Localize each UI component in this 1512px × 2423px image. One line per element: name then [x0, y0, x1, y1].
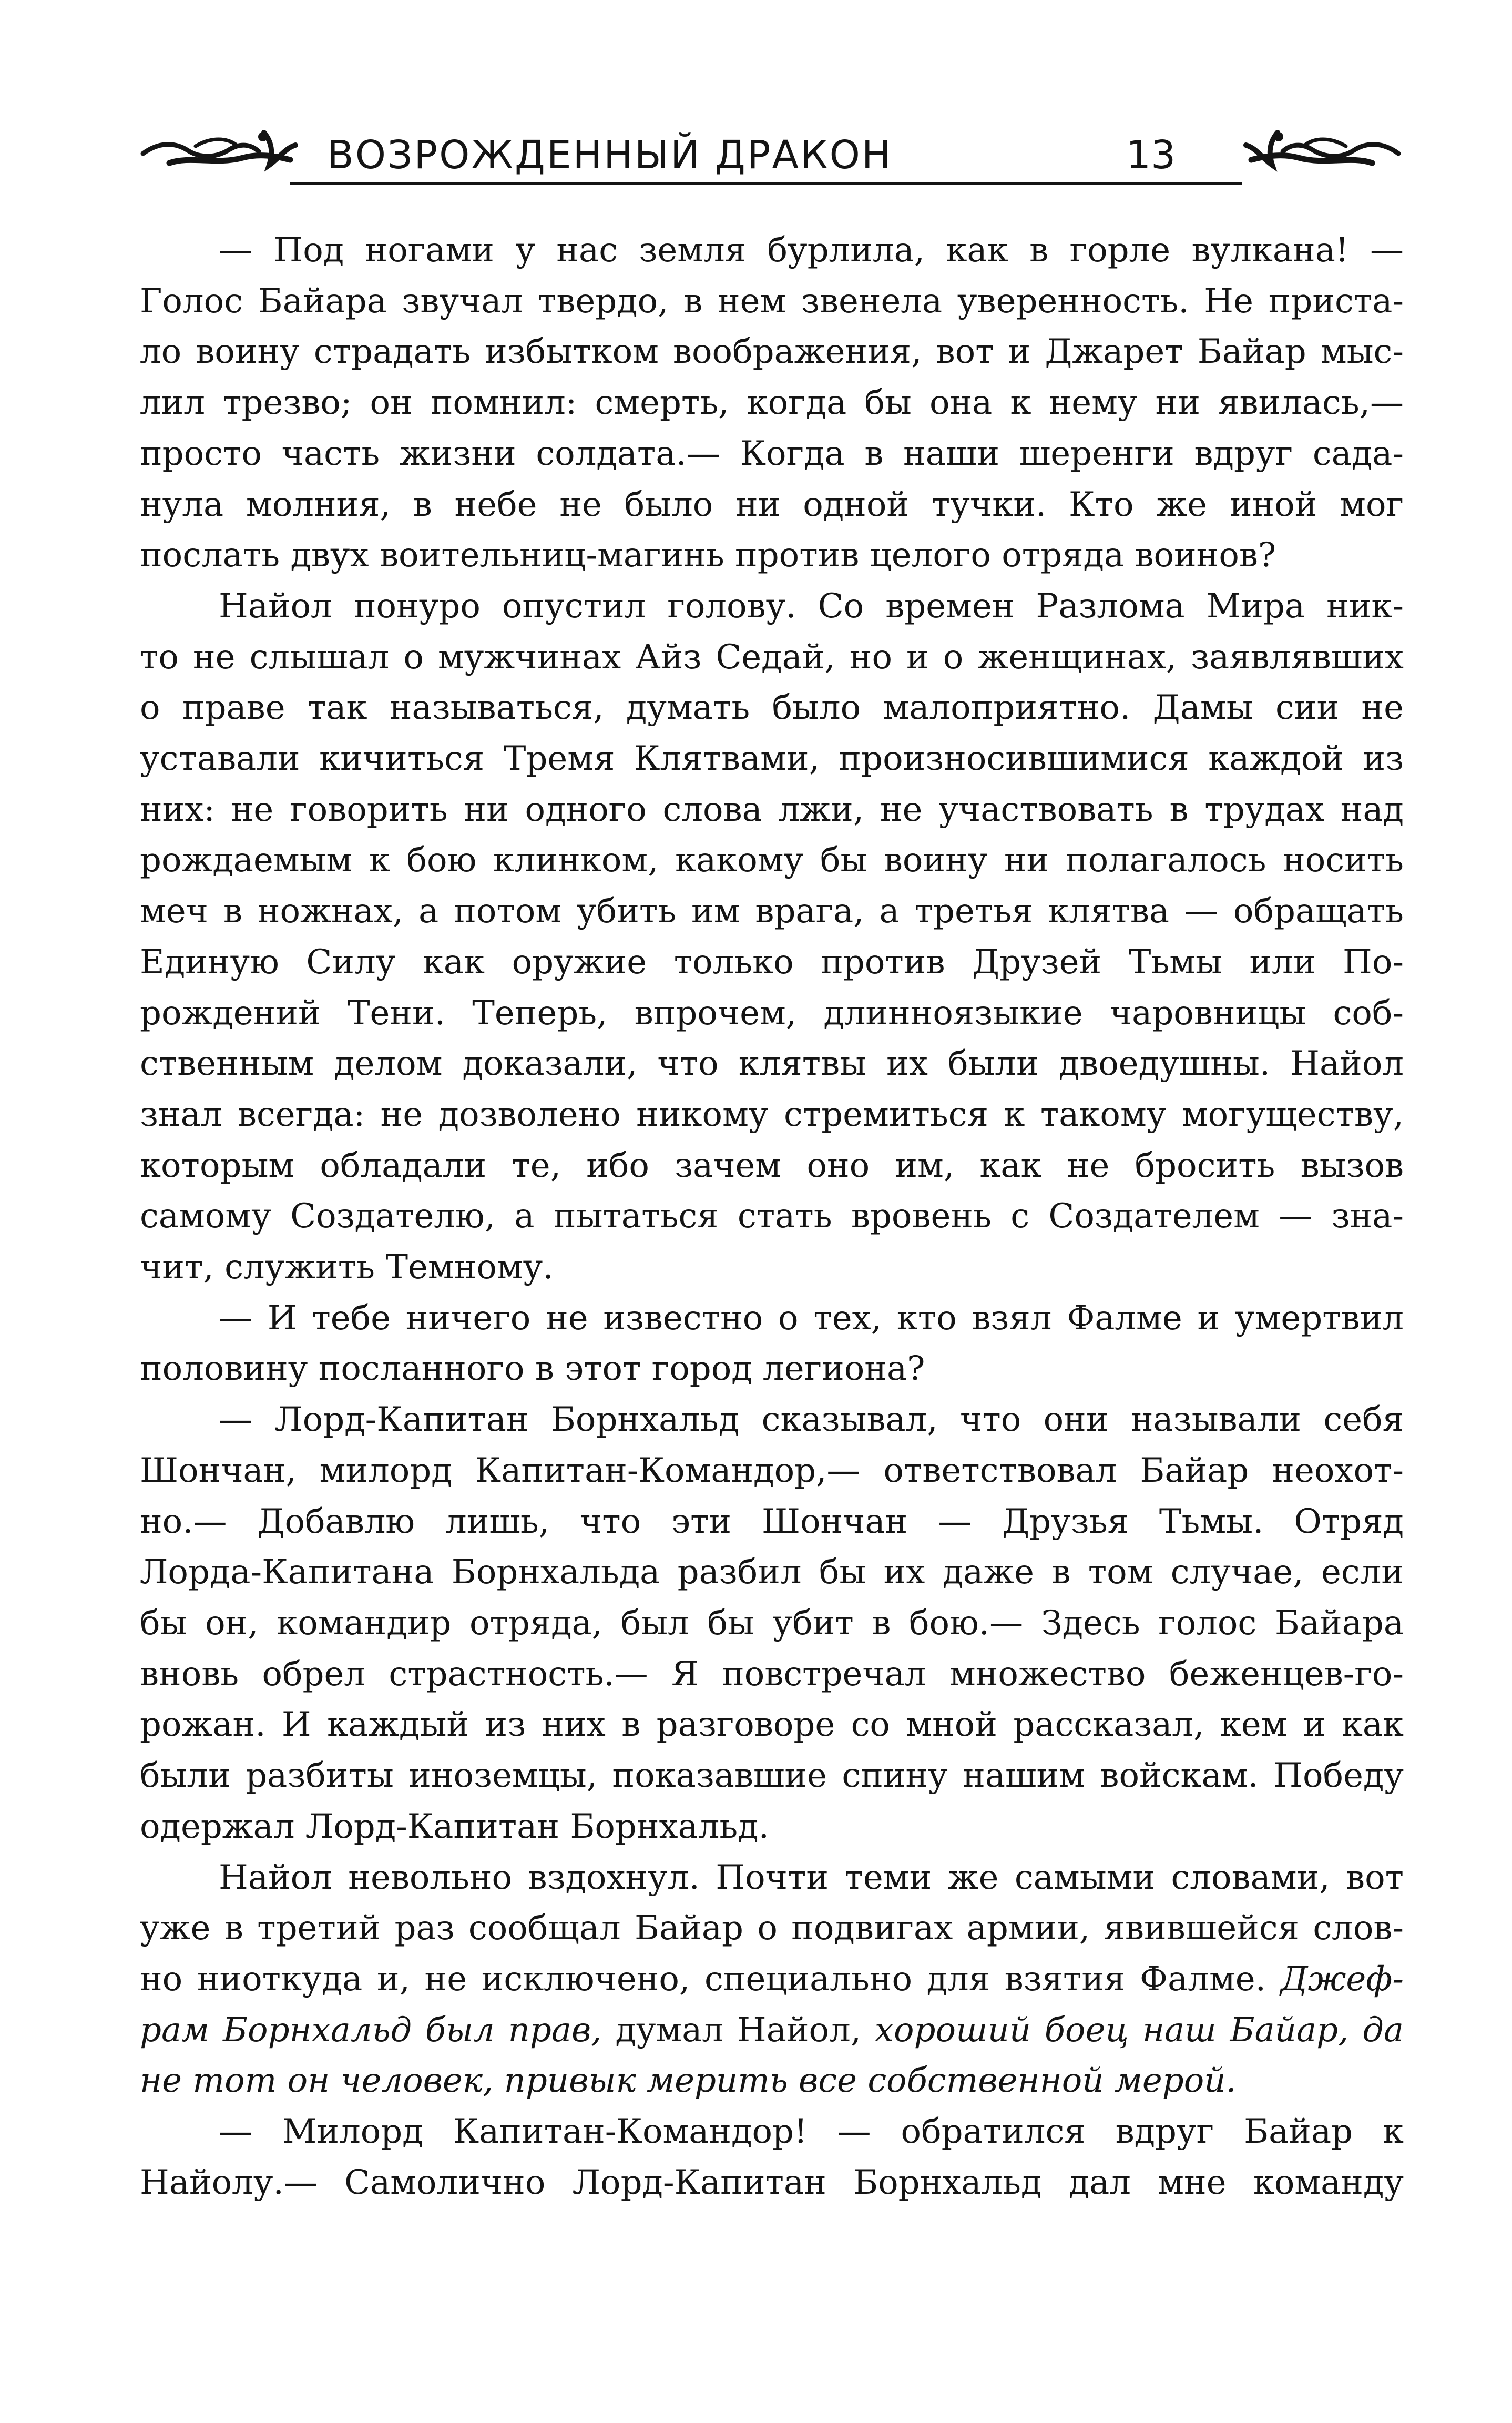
- italic-text-span: Джеф-: [1280, 1959, 1404, 1999]
- text-line: ло воину страдать избытком воображения, вот и Джарет Байар мыс-: [140, 332, 1404, 372]
- paragraph: [140, 1293, 1404, 1394]
- paragraph: [140, 2106, 1404, 2208]
- page-body: [140, 225, 1404, 2208]
- text-line: послать двух воительниц-магинь против целого отряда воинов?: [140, 536, 1276, 575]
- text-line: просто часть жизни солдата.— Когда в наши шеренги вдруг сада-: [140, 434, 1404, 473]
- scroll-ornament-right-icon: [1241, 121, 1404, 179]
- paragraph: [140, 1394, 1404, 1852]
- text-line: — Под ногами у нас земля бурлила, как в горле вулкана! —: [219, 231, 1404, 270]
- text-line: — Лорд-Капитан Борнхальд сказывал, что они называли себя: [219, 1400, 1404, 1440]
- text-line: — И тебе ничего не известно о тех, кто взял Фалме и умертвил: [219, 1298, 1404, 1338]
- text-line: нула молния, в небе не было ни одной тучки. Кто же иной мог: [140, 485, 1404, 524]
- text-line: — Милорд Капитан-Командор! — обратился вдруг Байар к: [219, 2112, 1404, 2152]
- text-line: [140, 1954, 1404, 2005]
- text-line: чит, служить Темному.: [140, 1248, 554, 1287]
- paragraph: [140, 1852, 1404, 2107]
- text-line: самому Создателю, а пытаться стать вровень с Создателем — зна-: [140, 1197, 1404, 1236]
- text-line: ственным делом доказали, что клятвы их были двоедушны. Найол: [140, 1044, 1404, 1084]
- text-line: рождений Тени. Теперь, впрочем, длинноязыкие чаровницы соб-: [140, 993, 1404, 1033]
- text-line: были разбиты иноземцы, показавшие спину нашим войскам. Победу: [140, 1756, 1404, 1796]
- text-line: Лорда-Капитана Борнхальда разбил бы их даже в том случае, если: [140, 1553, 1404, 1592]
- text-line: одержал Лорд-Капитан Борнхальд.: [140, 1807, 769, 1846]
- paragraph: [140, 581, 1404, 1293]
- scroll-ornament-left-icon: [138, 121, 301, 179]
- text-line: уставали кичиться Тремя Клятвами, произносившимися каждой из: [140, 739, 1404, 779]
- text-line: рождаемым к бою клинком, какому бы воину ни полагалось носить: [140, 841, 1404, 880]
- page-number: 13: [1126, 133, 1176, 178]
- italic-text-span: хороший боец наш Байар, да: [874, 2010, 1404, 2050]
- text-line: Единую Силу как оружие только против Друзей Тьмы или По-: [140, 942, 1404, 982]
- paragraph: [140, 225, 1404, 581]
- text-span: думал Найол,: [601, 2010, 875, 2050]
- text-line: лил трезво; он помнил: смерть, когда бы она к нему ни явилась,—: [140, 383, 1404, 423]
- text-line: Найолу.— Самолично Лорд-Капитан Борнхальд дал мне команду: [140, 2163, 1404, 2202]
- running-title: ВОЗРОЖДЕННЫЙ ДРАКОН: [327, 133, 893, 178]
- text-span: но ниоткуда и, не исключено, специально для взятия Фалме.: [140, 1959, 1266, 1999]
- text-line: них: не говорить ни одного слова лжи, не участвовать в трудах над: [140, 790, 1404, 829]
- text-line: Шончан, милорд Капитан-Командор,— ответствовал Байар неохот-: [140, 1451, 1404, 1490]
- text-line: уже в третий раз сообщал Байар о подвигах армии, явившейся слов-: [140, 1909, 1404, 1948]
- text-line: Найол понуро опустил голову. Со времен Разлома Мира ник-: [219, 586, 1404, 626]
- header-rule: [290, 182, 1242, 185]
- running-header: [138, 111, 1404, 190]
- text-line: Голос Байара звучал твердо, в нем звенела уверенность. Не приста-: [140, 281, 1404, 321]
- text-line: знал всегда: не дозволено никому стремиться к такому могуществу,: [140, 1095, 1404, 1134]
- text-line: то не слышал о мужчинах Айз Седай, но и о женщинах, заявлявших: [140, 637, 1404, 677]
- text-line: но.— Добавлю лишь, что эти Шончан — Друзья Тьмы. Отряд: [140, 1502, 1404, 1541]
- text-line: которым обладали те, ибо зачем оно им, как не бросить вызов: [140, 1146, 1404, 1185]
- text-line: не тот он человек, привык мерить все собственной мерой.: [140, 2061, 1237, 2101]
- text-line: [140, 2005, 1404, 2056]
- text-line: меч в ножнах, а потом убить им врага, а третья клятва — обращать: [140, 892, 1404, 931]
- text-line: бы он, командир отряда, был бы убит в бою.— Здесь голос Байара: [140, 1603, 1404, 1643]
- italic-text-span: рам Борнхальд был прав,: [140, 2010, 602, 2050]
- text-line: рожан. И каждый из них в разговоре со мной рассказал, кем и как: [140, 1705, 1404, 1745]
- text-line: о праве так называться, думать было малоприятно. Дамы сии не: [140, 688, 1404, 728]
- text-line: Найол невольно вздохнул. Почти теми же самыми словами, вот: [219, 1858, 1404, 1897]
- text-line: вновь обрел страстность.— Я повстречал множество беженцев-го-: [140, 1654, 1404, 1694]
- text-line: половину посланного в этот город легиона?: [140, 1349, 925, 1389]
